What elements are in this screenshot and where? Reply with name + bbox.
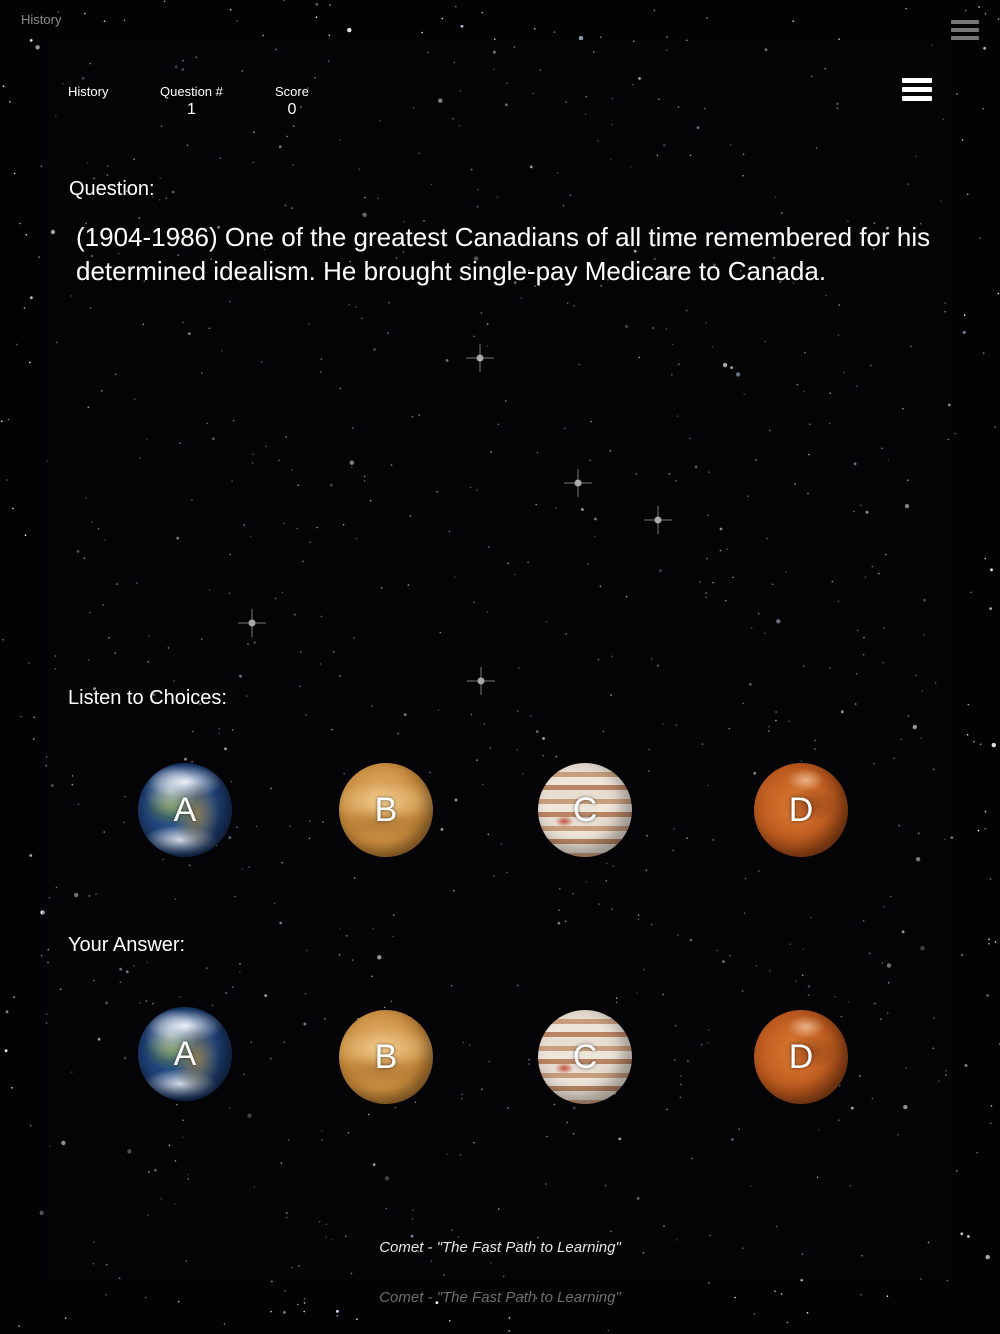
listen-choice-a-button[interactable] [138,763,232,857]
question-text: (1904-1986) One of the greatest Canadians of all time remembered for his determined idealism. He brought single-pay Medicare to Canada. [76,222,931,286]
choice-letter: D [788,1037,814,1076]
window-title: History [21,12,62,27]
menu-icon[interactable] [902,78,932,104]
answer-choice-b-button[interactable] [339,1010,433,1104]
answer-choice-a-button[interactable] [138,1007,232,1101]
tagline: Comet - "The Fast Path to Learning" [379,1239,621,1256]
choice-letter: C [572,790,598,829]
choice-letter: B [374,790,398,829]
answer-choice-c-button[interactable] [538,1010,632,1104]
listen-choices-label: Listen to Choices: [68,687,227,709]
score-value: 0 [287,101,297,118]
choice-letter: A [173,790,197,829]
question-number-value: 1 [186,101,196,118]
hamburger-menu-icon[interactable] [951,20,979,44]
listen-choice-d-button[interactable] [754,763,848,857]
choice-letter: B [374,1037,398,1076]
tagline-outer: Comet - "The Fast Path to Learning" [379,1289,621,1306]
question-label: Question: [69,178,155,200]
answer-choice-d-button[interactable] [754,1010,848,1104]
listen-choice-c-button[interactable] [538,763,632,857]
category-stat [68,84,108,99]
choice-letter: A [173,1034,197,1073]
score-stat [275,84,309,119]
your-answer-label: Your Answer: [68,934,186,956]
category-label: History [68,84,109,99]
question-number-stat [160,84,223,119]
listen-choice-b-button[interactable] [339,763,433,857]
score-label: Score [275,84,309,99]
choice-letter: D [788,790,814,829]
question-number-label: Question # [160,84,223,99]
choice-letter: C [572,1037,598,1076]
